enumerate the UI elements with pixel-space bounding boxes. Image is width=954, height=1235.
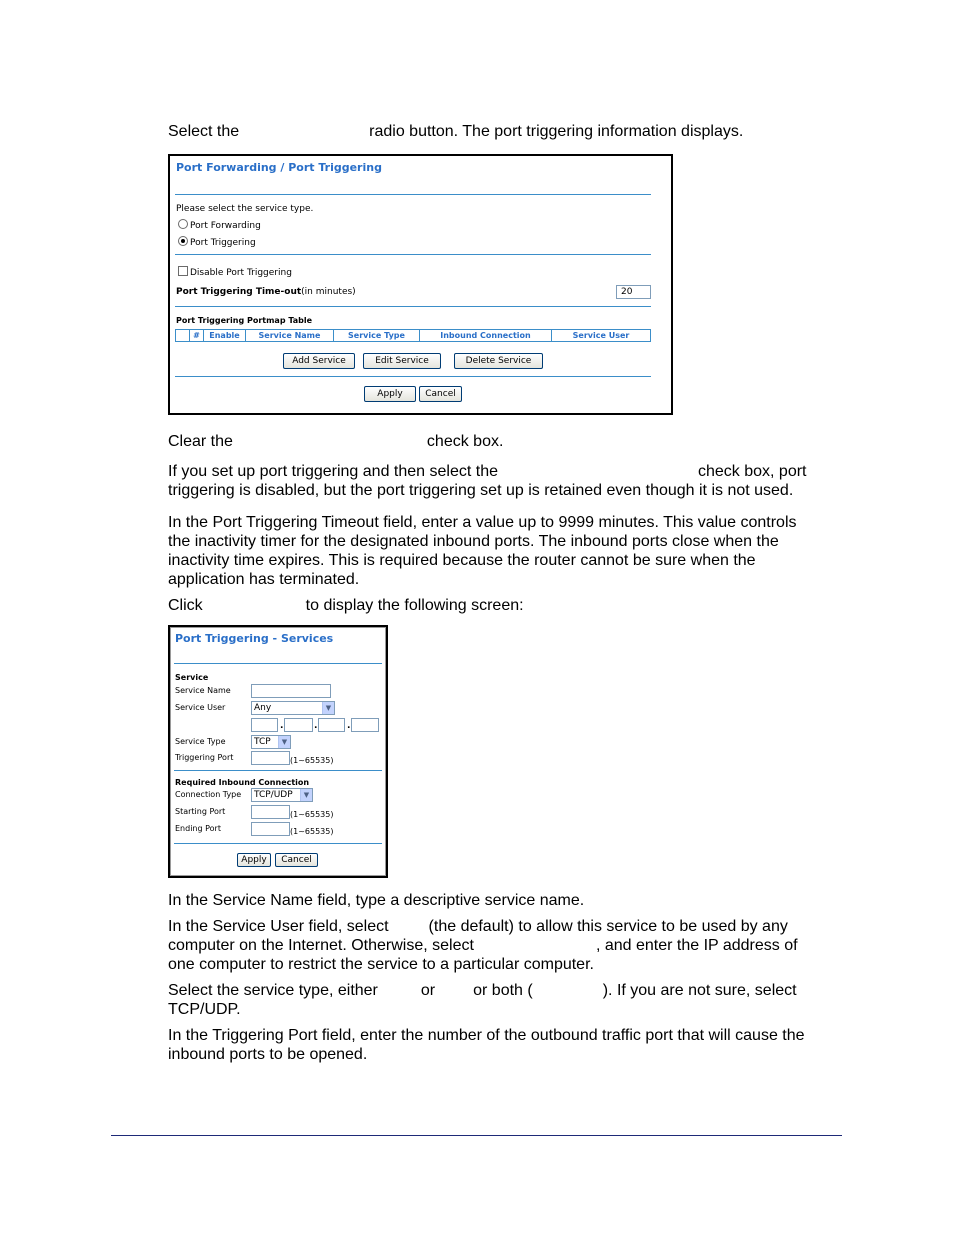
paragraph-select-radio xyxy=(168,122,743,141)
timeout-input[interactable]: 20 xyxy=(616,285,651,299)
text: ). If you are not sure, select xyxy=(602,982,797,999)
col-number: # xyxy=(190,330,204,341)
service-type-prompt xyxy=(176,204,313,214)
service-name-input[interactable] xyxy=(251,684,331,698)
paragraph-triggering-port xyxy=(168,1026,838,1064)
text: Click xyxy=(168,597,203,614)
ending-port-label: Ending Port xyxy=(175,824,221,833)
divider xyxy=(174,843,382,844)
col-enable: Enable xyxy=(204,330,246,341)
select-value: Any xyxy=(254,703,272,713)
chevron-down-icon[interactable]: ▼ xyxy=(300,789,312,801)
divider xyxy=(175,306,651,307)
service-name-label: Service Name xyxy=(175,686,231,695)
text: one computer to restrict the service to a particular computer. xyxy=(168,956,594,973)
apply-button[interactable]: Apply xyxy=(364,386,416,402)
inbound-heading: Required Inbound Connection xyxy=(175,778,310,787)
text: In the Service User field, select xyxy=(168,918,389,935)
ip-octet-3-input[interactable] xyxy=(318,718,345,732)
cancel-button[interactable]: Cancel xyxy=(275,853,318,867)
text: In the Port Triggering Timeout field, enter a value up to 9999 minutes. This value controls xyxy=(168,514,797,531)
col-select xyxy=(176,330,190,341)
col-service-name: Service Name xyxy=(246,330,334,341)
text: If you set up port triggering and then select the xyxy=(168,463,498,480)
text: check box, port xyxy=(697,463,807,480)
radio-label: Port Forwarding xyxy=(190,221,261,231)
select-value: TCP xyxy=(254,737,271,747)
port-triggering-screenshot xyxy=(168,154,673,415)
text: check box. xyxy=(426,433,504,450)
radio-port-triggering[interactable] xyxy=(178,236,256,248)
service-user-select[interactable] xyxy=(251,701,335,715)
chevron-down-icon[interactable]: ▼ xyxy=(322,702,334,714)
ip-dot: . xyxy=(280,721,284,731)
service-type-select[interactable] xyxy=(251,735,291,749)
port-range-hint: (1~65535) xyxy=(290,827,334,836)
checkbox-label: Disable Port Triggering xyxy=(190,268,292,278)
paragraph-service-type xyxy=(168,981,838,1019)
paragraph-service-name xyxy=(168,891,584,910)
divider xyxy=(174,663,382,664)
chevron-down-icon[interactable]: ▼ xyxy=(278,736,290,748)
footer-divider xyxy=(111,1135,842,1136)
text: computer on the Internet. Otherwise, select xyxy=(168,937,474,954)
ip-dot: . xyxy=(347,721,351,731)
ip-octet-2-input[interactable] xyxy=(284,718,313,732)
paragraph-service-user xyxy=(168,917,838,974)
col-service-user: Service User xyxy=(572,331,630,340)
text: inbound ports to be opened. xyxy=(168,1046,368,1063)
service-heading: Service xyxy=(175,673,209,682)
cancel-button[interactable]: Cancel xyxy=(419,386,462,402)
port-range-hint: (1~65535) xyxy=(290,810,334,819)
port-triggering-services-screenshot xyxy=(168,625,388,878)
timeout-label-text: Port Triggering Time-out xyxy=(176,287,302,297)
text: (the default) to allow this service to be used by any xyxy=(428,918,788,935)
ip-dot: . xyxy=(314,721,318,731)
service-type-label: Service Type xyxy=(175,737,226,746)
radio-port-forwarding[interactable] xyxy=(178,219,261,231)
service-user-label: Service User xyxy=(175,703,226,712)
ip-octet-4-input[interactable] xyxy=(351,718,379,732)
port-range-hint: (1~65535) xyxy=(290,756,334,765)
disable-port-triggering-checkbox[interactable] xyxy=(178,266,292,278)
portmap-table-header xyxy=(175,329,651,342)
apply-button[interactable]: Apply xyxy=(237,853,271,867)
connection-type-label: Connection Type xyxy=(175,790,242,799)
edit-service-button[interactable]: Edit Service xyxy=(363,353,441,369)
starting-port-input[interactable] xyxy=(251,805,290,819)
text: to display the following screen: xyxy=(305,597,524,614)
delete-service-button[interactable]: Delete Service xyxy=(454,353,543,369)
add-service-button[interactable]: Add Service xyxy=(283,353,355,369)
text: Select the service type, either xyxy=(168,982,378,999)
divider xyxy=(175,194,651,195)
triggering-port-label: Triggering Port xyxy=(175,753,234,762)
ending-port-input[interactable] xyxy=(251,822,290,836)
text: In the Service Name field, type a descriptive service name. xyxy=(168,892,585,909)
text: application has terminated. xyxy=(168,571,360,588)
text: or both ( xyxy=(473,982,533,999)
triggering-port-input[interactable] xyxy=(251,751,290,765)
prompt-text: Please select the service type. xyxy=(176,204,314,214)
portmap-table-title: Port Triggering Portmap Table xyxy=(176,316,313,325)
divider xyxy=(175,254,651,255)
col-inbound-connection: Inbound Connection xyxy=(420,330,552,341)
col-service-type: Service Type xyxy=(334,330,420,341)
radio-label: Port Triggering xyxy=(190,238,256,248)
paragraph-timeout xyxy=(168,513,838,589)
timeout-unit: (in minutes) xyxy=(301,287,356,297)
divider xyxy=(175,376,651,377)
checkbox-icon[interactable] xyxy=(178,266,188,276)
text: Clear the xyxy=(168,433,233,450)
text: the inactivity timer for the designated inbound ports. The inbound ports close when the xyxy=(168,533,779,550)
radio-icon[interactable] xyxy=(178,219,188,229)
screen-title: Port Triggering - Services xyxy=(175,632,334,645)
starting-port-label: Starting Port xyxy=(175,807,226,816)
ip-octet-1-input[interactable] xyxy=(251,718,278,732)
divider xyxy=(174,770,382,771)
text: or xyxy=(420,982,436,999)
text: radio button. The port triggering information displays. xyxy=(369,123,744,140)
timeout-label xyxy=(176,287,356,297)
paragraph-disable-note xyxy=(168,462,838,500)
text: triggering is disabled, but the port triggering set up is retained even though it is not used. xyxy=(168,482,794,499)
connection-type-select[interactable] xyxy=(251,788,313,802)
screen-title: Port Forwarding / Port Triggering xyxy=(176,161,382,174)
text: In the Triggering Port field, enter the number of the outbound traffic port that will cause the xyxy=(168,1027,805,1044)
text: Select the xyxy=(168,123,240,140)
text: , and enter the IP address of xyxy=(595,937,798,954)
text: TCP/UDP. xyxy=(168,1001,241,1018)
paragraph-click xyxy=(168,596,524,615)
radio-selected-icon[interactable] xyxy=(178,236,188,246)
paragraph-clear-checkbox xyxy=(168,432,503,451)
text: inactivity time expires. This is required because the router cannot be sure when the xyxy=(168,552,756,569)
select-value: TCP/UDP xyxy=(254,790,293,800)
